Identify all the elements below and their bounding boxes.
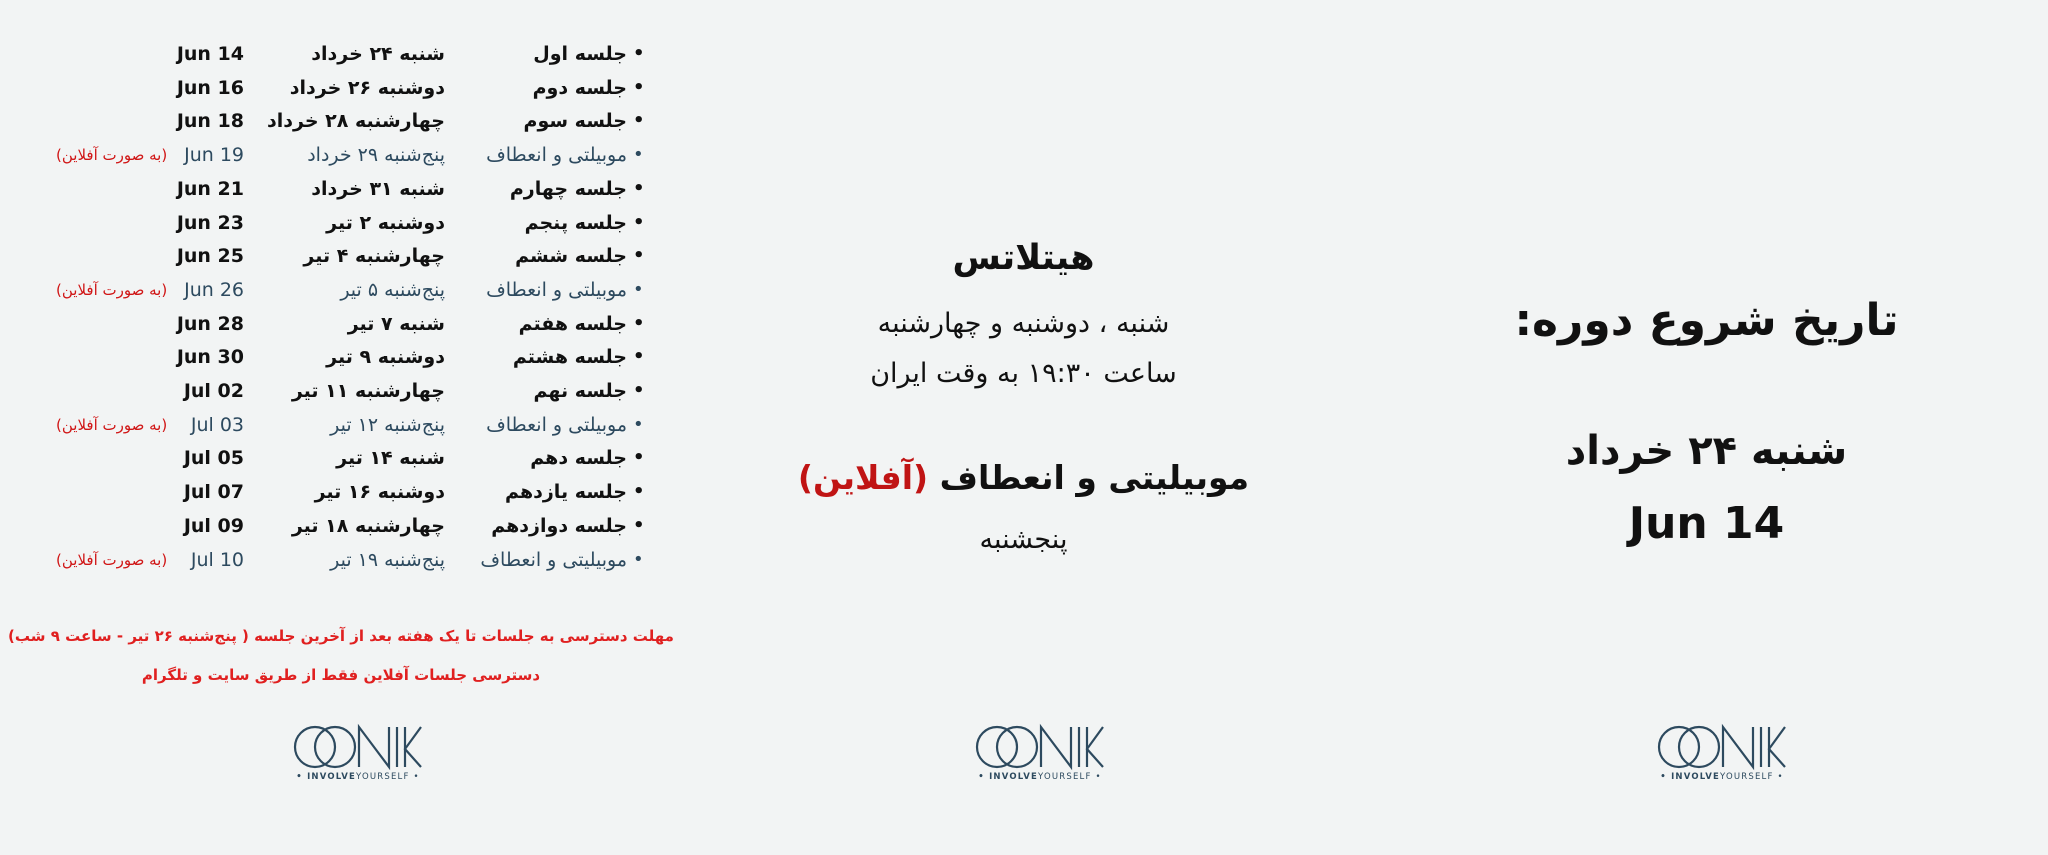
session-name: جلسه پنجم [524, 211, 627, 234]
logo-tagline: • INVOLVEYOURSELF • [296, 772, 420, 782]
session-date-en: Jun 16 [176, 76, 244, 99]
offline-note: (به صورت آفلاین) [56, 146, 168, 165]
session-name: جلسه هفتم [518, 312, 627, 335]
session-date-en: Jul 03 [190, 413, 244, 436]
bullet-icon: • [633, 110, 645, 132]
bullet-icon: • [633, 76, 645, 98]
brand-logo [975, 722, 1105, 784]
session-date-fa: پنج‌شنبه ۱۹ تیر [330, 548, 445, 571]
session-date-fa: دوشنبه ۱۶ تیر [314, 481, 445, 504]
class-title: هیتلاتس [952, 238, 1095, 278]
brand-logo [1657, 722, 1787, 784]
logo-mark-icon [975, 722, 1105, 772]
bullet-icon: • [633, 481, 645, 503]
schedule-row [0, 475, 682, 509]
session-date-fa: پنج‌شنبه ۲۹ خرداد [307, 144, 445, 167]
session-name: جلسه ششم [515, 245, 627, 268]
session-date-fa: شنبه ۲۴ خرداد [311, 43, 445, 65]
mobility-day: پنجشنبه [979, 524, 1068, 555]
schedule-row [0, 307, 682, 341]
session-date-fa: دوشنبه ۲۶ خرداد [289, 76, 445, 99]
bullet-icon: • [633, 514, 645, 536]
session-name: موبیلتی و انعطاف [486, 413, 627, 436]
session-date-fa: شنبه ۱۴ تیر [336, 447, 445, 470]
session-date-en: Jun 21 [176, 177, 244, 200]
class-time: ساعت ۱۹:۳۰ به وقت ایران [870, 358, 1177, 389]
schedule-row [0, 206, 682, 240]
session-date-en: Jun 28 [176, 312, 244, 335]
schedule-row [0, 172, 682, 206]
session-name: جلسه چهارم [509, 177, 627, 200]
session-date-fa: دوشنبه ۹ تیر [326, 346, 445, 369]
schedule-row [0, 543, 682, 577]
session-date-en: Jun 25 [176, 245, 244, 268]
session-date-fa: پنج‌شنبه ۵ تیر [340, 278, 445, 301]
mobility-title: موبیلیتی و انعطاف [939, 458, 1250, 497]
session-name: جلسه نهم [533, 380, 627, 402]
schedule-row [0, 408, 682, 442]
bullet-icon: • [633, 278, 644, 300]
session-date-fa: شنبه ۷ تیر [347, 312, 445, 335]
schedule-row [0, 71, 682, 105]
offline-note: (به صورت آفلاین) [56, 550, 168, 569]
session-date-en: Jun 19 [184, 144, 244, 167]
schedule-row [0, 104, 682, 138]
session-date-en: Jul 09 [183, 514, 244, 537]
bullet-icon: • [633, 346, 645, 368]
session-name: جلسه دهم [530, 447, 627, 470]
class-days: شنبه ، دوشنبه و چهارشنبه [877, 308, 1170, 339]
start-date-fa: شنبه ۲۴ خرداد [1565, 428, 1848, 474]
session-name: موبیلیتی و انعطاف [480, 548, 627, 571]
offline-access-notice: دسترسی جلسات آفلاین فقط از طریق سایت و تلگرام [141, 666, 541, 684]
session-name: جلسه اول [533, 43, 627, 65]
session-date-en: Jun 26 [184, 278, 244, 301]
schedule-row [0, 441, 682, 475]
schedule-row [0, 273, 682, 307]
session-date-en: Jul 07 [183, 481, 244, 504]
brand-logo [293, 722, 423, 784]
schedule-row [0, 239, 682, 273]
session-name: جلسه دوازدهم [491, 514, 627, 537]
bullet-icon: • [633, 211, 645, 233]
bullet-icon: • [633, 312, 645, 334]
bullet-icon: • [633, 548, 644, 570]
bullet-icon: • [633, 380, 645, 401]
session-date-fa: چهارشنبه ۱۸ تیر [291, 514, 445, 537]
offline-label: (آفلاین) [797, 458, 929, 497]
session-date-en: Jun 14 [176, 43, 244, 65]
logo-tagline: • INVOLVEYOURSELF • [1660, 772, 1784, 782]
start-date-en: Jun 14 [1628, 498, 1785, 549]
session-name: جلسه یازدهم [505, 481, 627, 504]
session-name: جلسه هشتم [512, 346, 627, 369]
session-date-fa: چهارشنبه ۲۸ خرداد [266, 110, 445, 133]
session-name: جلسه سوم [523, 110, 627, 133]
bullet-icon: • [633, 447, 645, 469]
session-name: موبیلتی و انعطاف [486, 278, 627, 301]
session-date-en: Jul 10 [190, 548, 244, 571]
bullet-icon: • [633, 413, 644, 435]
start-heading: تاریخ شروع دوره: [1514, 295, 1899, 346]
schedule-row [0, 138, 682, 172]
bullet-icon: • [633, 144, 644, 166]
schedule-row [0, 37, 682, 71]
session-date-en: Jun 30 [176, 346, 244, 369]
session-name: جلسه دوم [532, 76, 627, 99]
session-date-en: Jun 18 [176, 110, 244, 133]
session-date-fa: چهارشنبه ۴ تیر [303, 245, 445, 268]
offline-note: (به صورت آفلاین) [56, 280, 168, 299]
logo-tagline: • INVOLVEYOURSELF • [978, 772, 1102, 782]
bullet-icon: • [633, 43, 645, 64]
bullet-icon: • [633, 245, 645, 267]
logo-mark-icon [1657, 722, 1787, 772]
mobility-heading [682, 458, 1365, 497]
session-date-en: Jun 23 [176, 211, 244, 234]
bullet-icon: • [633, 177, 645, 199]
session-date-fa: چهارشنبه ۱۱ تیر [291, 380, 445, 402]
session-date-fa: دوشنبه ۲ تیر [326, 211, 445, 234]
schedule-row [0, 340, 682, 374]
session-date-fa: پنج‌شنبه ۱۲ تیر [330, 413, 445, 436]
session-date-en: Jul 05 [183, 447, 244, 470]
session-date-en: Jul 02 [183, 380, 244, 402]
access-deadline-notice: مهلت دسترسی به جلسات تا یک هفته بعد از آخرین جلسه ( پنج‌شنبه ۲۶ تیر - ساعت ۹ شب) [8, 627, 674, 645]
session-date-fa: شنبه ۳۱ خرداد [311, 177, 445, 200]
session-name: موبیلتی و انعطاف [486, 144, 627, 167]
schedule-row [0, 374, 682, 408]
offline-note: (به صورت آفلاین) [56, 415, 168, 434]
schedule-row [0, 509, 682, 543]
logo-mark-icon [293, 722, 423, 772]
